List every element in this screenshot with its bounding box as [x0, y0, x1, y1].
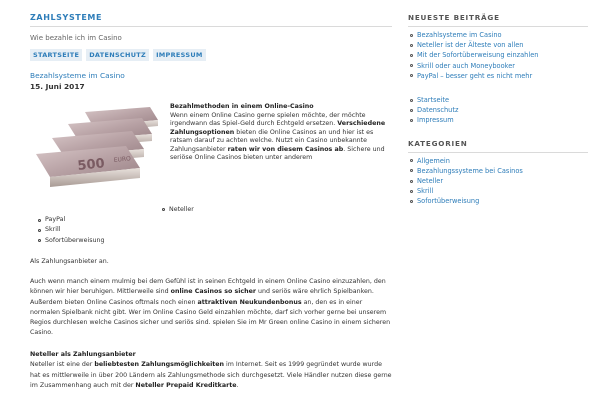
list-item [408, 61, 588, 71]
recent-posts-list [408, 30, 588, 81]
list-item [408, 40, 588, 50]
recent-posts-heading: NEUESTE BEITRÄGE [408, 10, 588, 27]
page-link-impressum[interactable]: Impressum [417, 116, 454, 125]
category-link[interactable]: Skrill [417, 187, 434, 196]
recent-post-link[interactable]: Skrill oder auch Moneybooker [417, 61, 515, 70]
recent-post-link[interactable]: Mit der Sofortüberweisung einzahlen [417, 51, 539, 60]
list-item [408, 115, 588, 125]
categories-list [408, 156, 588, 207]
recent-post-link[interactable]: Bezahlsysteme im Casino [417, 31, 502, 39]
bullet-icon [410, 99, 413, 102]
bullet-icon [410, 169, 413, 172]
intro-heading: Bezahlmethoden in einem Online-Casino [170, 103, 314, 110]
paragraph-safety: Auch wenn manch einem mulmig bei dem Gefühl ist in seinen Echtgeld in einem Online Casino einzuzahlen, den können wir hier beruhigen. Mittlerweile sind online Casinos so sicher und seriös wäre ehrlich Spielbanken. Außerdem bieten Online Casinos oftmals noch einen attraktiven Neukundenbonus an, den es in einer normalen Spielbank nicht gibt. Wer im Online Casino Geld einzahlen möchte, darf sich vorher gerne bei unserem Regios durchlesen welche Casinos sicher und seriös sind. spielen Sie im Mr Green online Casino in einem sicheren Casino. [30, 278, 391, 337]
list-item: PayPal [38, 215, 104, 225]
post-title[interactable]: Bezahlsysteme im Casino [30, 71, 125, 80]
intro-text: Bezahlmethoden in einem Online-Casino Wenn einem Online Casino gerne spielen möchte, der möchte irgendwann das Spiel-Geld durch Echtgeld ersetzen. Verschiedene Zahlungsoptionen bieten die Online Casinos an und hier ist es ratsam darauf zu achten welche. Nutzt ein Casino unbekannte Zahlungsanbieter raten wir von diesem Casinos ab. Sichere und seriöse Online Casinos bieten unter anderem [170, 103, 386, 161]
bullet-icon [38, 239, 41, 242]
neteller-section: Neteller als Zahlungsanbieter Neteller ist eine der beliebtesten Zahlungsmöglichkeiten im Internet. Seit es 1999 gegründet wurde wurde hat es mittlerweile in über 200 Ländern als Zahlungsmethode sich durchgesetzt. Viele Händler nutzen diese gerne im Zusammenhang auch mit der Neteller Prepaid Kreditkarte. [30, 351, 392, 389]
category-link[interactable]: Sofortüberweisung [417, 197, 480, 206]
category-link[interactable]: Neteller [417, 177, 444, 186]
post-date: 15. Juni 2017 [30, 82, 85, 91]
site-title[interactable]: ZAHLSYSTEME [30, 13, 103, 22]
bullet-icon [410, 159, 413, 162]
list-item: Skrill [38, 225, 104, 235]
pages-list [408, 95, 588, 126]
site-tagline: Wie bezahle ich im Casino [30, 34, 122, 42]
payment-list-left [38, 215, 104, 246]
list-item [408, 166, 588, 176]
list-item [408, 30, 588, 40]
nav-impressum[interactable]: IMPRESSUM [153, 49, 206, 61]
bullet-icon [38, 219, 41, 222]
list-item: Neteller [162, 206, 194, 213]
neteller-heading: Neteller als Zahlungsanbieter [30, 351, 136, 358]
bullet-icon [410, 74, 413, 77]
list-item [408, 156, 588, 166]
bullet-icon [162, 208, 165, 211]
list-item [408, 50, 588, 60]
page-link-datenschutz[interactable]: Datenschutz [417, 106, 459, 115]
nav-startseite[interactable]: STARTSEITE [30, 49, 82, 61]
bullet-icon [410, 180, 413, 183]
banknotes-image [30, 102, 160, 196]
recent-post-link[interactable]: Neteller ist der Älteste von allen [417, 41, 524, 50]
bullet-icon [410, 44, 413, 47]
category-link[interactable]: Allgemein [417, 156, 450, 165]
recent-post-link[interactable]: PayPal – besser geht es nicht mehr [417, 71, 533, 80]
nav-datenschutz[interactable]: DATENSCHUTZ [86, 49, 149, 61]
list-item [408, 186, 588, 196]
category-link[interactable]: Bezahlungssysteme bei Casinos [417, 166, 523, 175]
bullet-icon [410, 109, 413, 112]
bullet-icon [38, 229, 41, 232]
categories-heading: KATEGORIEN [408, 136, 588, 153]
list-item [408, 71, 588, 81]
bullet-icon [410, 34, 413, 37]
svg-text:500: 500 [76, 156, 106, 174]
list-item [408, 176, 588, 186]
list-item: Sofortüberweisung [38, 236, 104, 246]
page-link-startseite[interactable]: Startseite [417, 96, 450, 105]
sidebar [408, 10, 588, 207]
bullet-icon [410, 54, 413, 57]
bullet-icon [410, 64, 413, 67]
bullet-icon [410, 119, 413, 122]
payment-list-right [162, 206, 194, 213]
list-item [408, 105, 588, 115]
post-body [30, 0, 392, 400]
list-item [408, 95, 588, 105]
bullet-icon [410, 190, 413, 193]
after-list-text: Als Zahlungsanbieter an. [30, 258, 109, 265]
bullet-icon [410, 200, 413, 203]
list-item [408, 196, 588, 206]
svg-text:EURO: EURO [113, 155, 132, 164]
